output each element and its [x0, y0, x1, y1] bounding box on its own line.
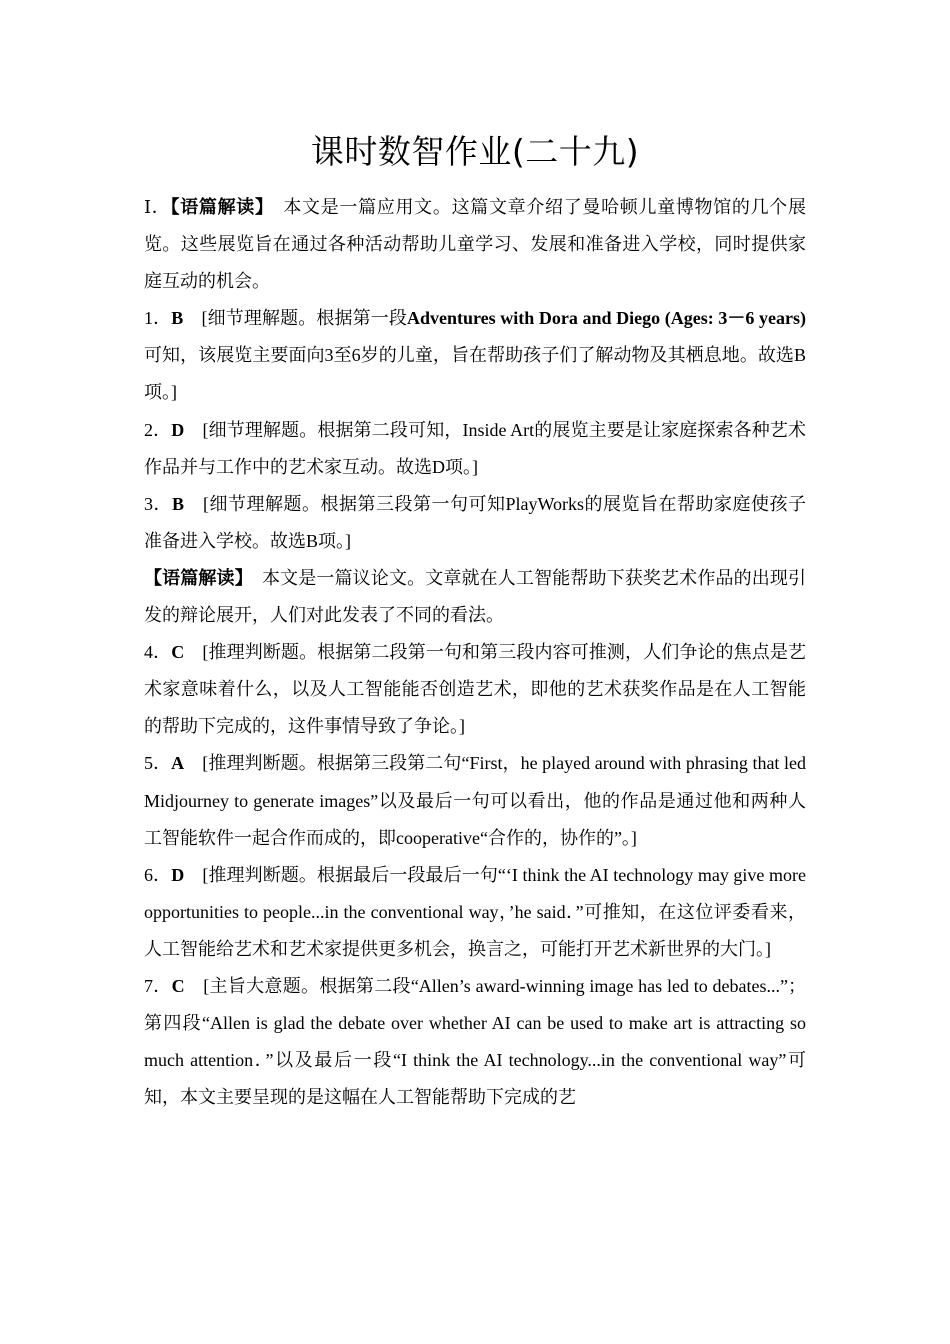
item-answer: B	[171, 308, 184, 329]
item-explanation-end: 可知，该展览主要面向3至6岁的儿童，旨在帮助孩子们了解动物及其栖息地。故选B项。]	[144, 345, 806, 403]
answer-item-5	[144, 745, 806, 856]
item-number: 5．	[144, 753, 172, 774]
item-number: 1．	[144, 308, 172, 329]
item-quoted-phrase: Adventures with Dora and Diego (Ages: 3－6 years)	[407, 308, 807, 329]
item-explanation: [推理判断题。根据第二段第一句和第三段内容可推测，人们争论的焦点是艺术家意味着什么，以及人工智能能否创造艺术，即他的艺术获奖作品是在人工智能的帮助下完成的，这件事情导致了争论。]	[144, 642, 806, 737]
item-explanation: [推理判断题。根据最后一段最后一句“‘I think the AI technology may give more opportunities to people...in the conventional way，’he said．”可推知，在这位评委看来，人工智能给艺术和艺术家提供更多机会，换言之，可能打开艺术新世界的大门。]	[144, 864, 806, 959]
item-number: 4．	[144, 642, 172, 663]
answer-item-4	[144, 634, 806, 745]
section-tag: 【语篇解读】	[144, 567, 244, 588]
summary-text: 本文是一篇议论文。文章就在人工智能帮助下获奖艺术作品的出现引发的辩论展开，人们对此发表了不同的看法。	[144, 567, 807, 626]
item-number: 6．	[144, 864, 172, 885]
summary-text: 本文是一篇应用文。这篇文章介绍了曼哈顿儿童博物馆的几个展览。这些展览旨在通过各种活动帮助儿童学习、发展和准备进入学校，同时提供家庭互动的机会。	[144, 197, 807, 292]
item-explanation: [主旨大意题。根据第二段“Allen’s award-winning image has led to debates...”；第四段“Allen is glad the debate over whether AI can be used to make art is attracting so much attention．”以及最后一段“I think the AI technology...in the conventional way”可知，本文主要呈现的是这幅在人工智能帮助下完成的艺	[144, 975, 807, 1108]
page-title: 课时数智作业(二十九)	[310, 132, 640, 171]
section-tag: 【语篇解读】	[170, 197, 265, 217]
answer-item-1	[144, 300, 806, 411]
answer-item-2	[144, 412, 806, 486]
item-answer: C	[171, 642, 185, 663]
answer-item-6	[144, 857, 806, 968]
item-number: 2．	[144, 419, 172, 440]
item-number: 3．	[144, 493, 172, 514]
item-explanation: [细节理解题。根据第二段可知，Inside Art的展览主要是让家庭探索各种艺术作品并与工作中的艺术家互动。故选D项。]	[144, 419, 807, 477]
item-explanation-start: [细节理解题。根据第一段	[183, 308, 407, 329]
answer-content	[144, 189, 806, 1116]
answer-item-3	[144, 486, 806, 560]
reading-summary-2	[144, 560, 806, 634]
item-answer: D	[171, 419, 185, 440]
item-answer: A	[171, 753, 185, 774]
item-answer: D	[171, 864, 185, 885]
reading-summary-1	[144, 189, 806, 300]
answer-item-7	[144, 968, 806, 1116]
item-answer: B	[172, 493, 185, 514]
item-explanation: [推理判断题。根据第三段第二句“First，he played around with phrasing that led Midjourney to generate images”以及最后一句可以看出，他的作品是通过他和两种人工智能软件一起合作而成的，即cooperative“合作的，协作的”。]	[144, 753, 806, 848]
item-number: 7．	[144, 975, 172, 996]
item-answer: C	[171, 975, 185, 996]
section-number: Ⅰ．	[144, 197, 171, 217]
item-explanation: [细节理解题。根据第三段第一句可知PlayWorks的展览旨在帮助家庭使孩子准备进入学校。故选B项。]	[144, 493, 806, 551]
